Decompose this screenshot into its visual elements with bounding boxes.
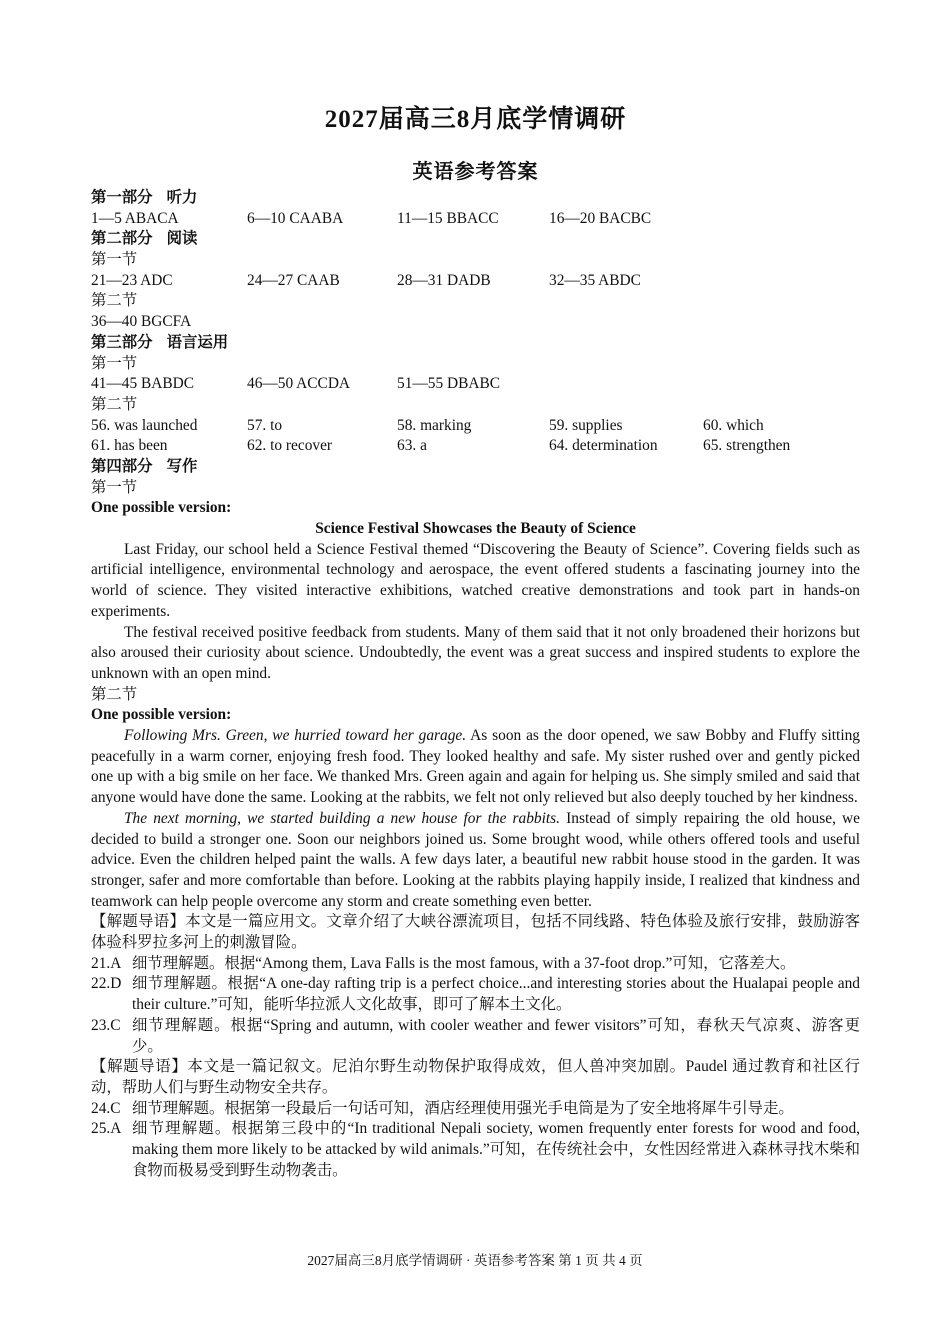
grammar-answer: 64. determination <box>549 437 658 455</box>
essay-paragraph <box>91 809 860 913</box>
essay-title: Science Festival Showcases the Beauty of Science <box>315 520 636 537</box>
essay-paragraph <box>91 726 860 809</box>
answer-content <box>91 188 860 1181</box>
passage-guide: 【解题导语】本文是一篇记叙文。尼泊尔野生动物保护取得成效，但人兽冲突加剧。Paudel 通过教育和社区行动，帮助人们与野生动物安全共存。 <box>91 1058 860 1096</box>
answer-explanation <box>91 974 860 1015</box>
part3-sec1-answers <box>91 374 860 395</box>
answer-group: 16—20 BACBC <box>549 209 652 227</box>
paragraph-lead-sentence: Following Mrs. Green, we hurried toward her garage. <box>124 726 467 744</box>
part1-heading-label: 第一部分 <box>91 189 153 206</box>
answer-text: 细节理解题。根据第一段最后一句话可知，酒店经理使用强光手电筒是为了安全地将犀牛引导走。 <box>132 1099 794 1117</box>
part1-heading-topic: 听力 <box>166 189 198 206</box>
answer-group: 6—10 CAABA <box>247 209 344 227</box>
paragraph-lead-sentence: The next morning, we started building a new house for the rabbits. <box>124 809 561 827</box>
part1-heading <box>91 188 860 209</box>
section-label: 第二节 <box>91 685 138 703</box>
answer-group: 36—40 BGCFA <box>91 313 192 331</box>
answer-explanation <box>91 954 860 975</box>
answer-explanation <box>91 1099 860 1120</box>
grammar-answer: 63. a <box>397 437 427 455</box>
grammar-fill-row-2 <box>91 436 860 457</box>
part3-heading <box>91 333 860 354</box>
answer-text: 细节理解题。根据第三段中的“In traditional Nepali society, women frequently enter forests for wood and food, making them more likely to be attacked by wild animals.”可知，在传统社会中，女性因经常进入森林寻找木柴和食物而极易受到野生动物袭击。 <box>132 1120 860 1179</box>
answer-label: 24.C <box>91 1099 121 1117</box>
grammar-answer: 61. has been <box>91 437 168 455</box>
section-label: 第二节 <box>91 395 138 413</box>
grammar-answer: 58. marking <box>397 416 472 434</box>
answer-explanation <box>91 1016 860 1057</box>
grammar-answer: 65. strengthen <box>703 437 791 455</box>
answer-group: 24—27 CAAB <box>247 271 340 289</box>
part4-heading-topic: 写作 <box>166 457 198 475</box>
section-label: 第一节 <box>91 478 138 496</box>
grammar-answer: 56. was launched <box>91 416 198 434</box>
answer-group: 46—50 ACCDA <box>247 375 351 393</box>
essay-paragraph: Last Friday, our school held a Science Festival themed “Discovering the Beauty of Science”. Covering fields such as artificial intelligence, environmental technology and aerospace, the event offered students a fascinating journey into the world of science. They visited interactive exhibitions, watched creative demonstrations and took part in hands-on experiments. <box>91 540 860 620</box>
answer-group: 32—35 ABDC <box>549 271 641 289</box>
answer-group: 21—23 ADC <box>91 271 173 289</box>
passage-guide: 【解题导语】本文是一篇应用文。文章介绍了大峡谷漂流项目，包括不同线路、特色体验及旅行安排，鼓励游客体验科罗拉多河上的刺激冒险。 <box>91 913 860 952</box>
version-label: One possible version: <box>91 706 232 724</box>
answer-text: 细节理解题。根据“A one-day rafting trip is a perfect choice...and interesting stories about the Hualapai people and their culture.”可知，能听华拉派人文化故事，即可了解本土文化。 <box>132 975 860 1014</box>
section-label: 第一节 <box>91 251 138 269</box>
part1-answers <box>91 209 860 230</box>
part3-heading-label: 第三部分 <box>91 333 153 351</box>
part4-heading <box>91 457 860 478</box>
answer-group: 41—45 BABDC <box>91 375 195 393</box>
part4-heading-label: 第四部分 <box>91 457 153 475</box>
page-footer: 2027届高三8月底学情调研 · 英语参考答案 第 1 页 共 4 页 <box>307 1253 643 1268</box>
answer-label: 25.A <box>91 1120 122 1138</box>
answer-group: 28—31 DADB <box>397 271 491 289</box>
grammar-answer: 59. supplies <box>549 416 623 434</box>
page-subtitle: 英语参考答案 <box>412 161 539 183</box>
grammar-answer: 57. to <box>247 416 283 434</box>
version-label: One possible version: <box>91 499 232 517</box>
answer-group: 1—5 ABACA <box>91 209 179 227</box>
grammar-answer: 60. which <box>703 416 764 434</box>
answer-label: 23.C <box>91 1016 121 1034</box>
grammar-fill-row-1 <box>91 416 860 437</box>
part3-heading-topic: 语言运用 <box>166 333 229 351</box>
grammar-answer: 62. to recover <box>247 437 333 455</box>
essay-paragraph: The festival received positive feedback from students. Many of them said that it not only broadened their horizons but also aroused their curiosity about science. Undoubtedly, the event was a great success and inspired students to explore the unknown with an open mind. <box>91 623 860 682</box>
page-title: 2027届高三8月底学情调研 <box>324 106 627 133</box>
part2-heading <box>91 229 860 250</box>
answer-text: 细节理解题。根据“Among them, Lava Falls is the most famous, with a 37-foot drop.”可知，它落差大。 <box>132 954 796 972</box>
answer-group: 11—15 BBACC <box>397 209 499 227</box>
answer-text: 细节理解题。根据“Spring and autumn, with cooler weather and fewer visitors”可知，春秋天气凉爽、游客更少。 <box>132 1016 860 1055</box>
section-label: 第一节 <box>91 354 138 372</box>
answer-explanation <box>91 1119 860 1181</box>
answer-label: 22.D <box>91 975 122 993</box>
part2-heading-label: 第二部分 <box>91 230 153 248</box>
answer-label: 21.A <box>91 954 122 972</box>
part2-heading-topic: 阅读 <box>166 230 198 248</box>
answer-group: 51—55 DBABC <box>397 375 501 393</box>
section-label: 第二节 <box>91 292 138 310</box>
paragraph-body: Instead of simply repairing the old house, we decided to build a stronger one. Soon our neighbors joined us. Some brought wood, while others offered tools and useful advice. Even the children helped paint the walls. A few days later, a beautiful new rabbit house stood in the garden. It was stronger, safer and more comfortable than before. Looking at the rabbits playing happily inside, I realized that kindness and teamwork can help people overcome any storm and create something even better. <box>91 809 860 910</box>
part2-sec1-answers <box>91 271 860 292</box>
paragraph-body: As soon as the door opened, we saw Bobby and Fluffy sitting peacefully in a warm corner, enjoying fresh food. They looked healthy and safe. My sister rushed over and gently picked one up with a big smile on her face. We thanked Mrs. Green again and again for helping us. She simply smiled and said that anyone would have done the same. Looking at the rabbits, we felt not only relieved but also deeply touched by her kindness. <box>91 726 860 807</box>
